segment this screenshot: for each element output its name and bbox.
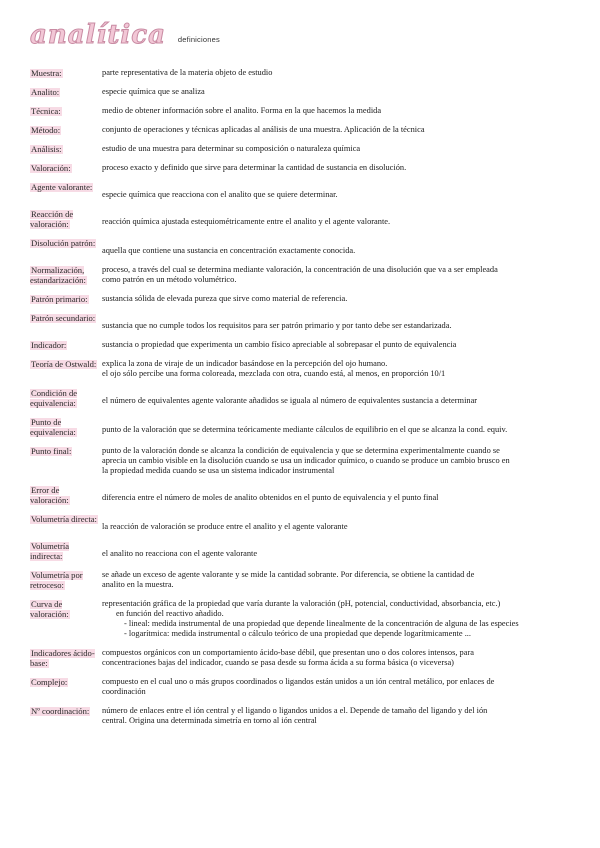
definition-term: Error de valoración: (30, 485, 69, 505)
definition-entry (30, 570, 575, 590)
definition-term: Técnica: (31, 106, 61, 116)
definition-entry (30, 209, 575, 229)
page-subtitle: definiciones (177, 35, 220, 44)
definition-text: diferencia entre el número de moles de analito obtenidos en el punto de equivalencia y el punto final (102, 493, 439, 502)
definitions-list (30, 68, 575, 735)
definition-entry (30, 144, 575, 154)
definition-entry (30, 359, 575, 379)
definition-text: punto de la valoración que se determina teóricamente mediante cálculos de equilibrio en el que se alcanza la cond. equiv. (102, 425, 508, 434)
definition-term: Curva de valoración: (30, 599, 69, 619)
definition-text: aquella que contiene una sustancia en concentración exactamente conocida. (102, 246, 356, 255)
definition-text: sustancia o propiedad que experimenta un cambio físico apreciable al sobrepasar el punto de equivalencia (102, 340, 457, 349)
definition-text: parte representativa de la materia objeto de estudio (102, 68, 273, 77)
definition-term: Valoración: (31, 163, 71, 173)
definition-entry (30, 294, 575, 304)
definition-term: Complejo: (31, 677, 68, 687)
definition-text: compuestos orgánicos con un comportamiento ácido-base débil, que presentan uno o dos colores intensos, para concentraciones bajas del indicador, cuando se pasa desde su forma ácida a su forma básica (o viceversa) (102, 648, 474, 667)
definition-entry (30, 599, 575, 639)
definition-entry (30, 125, 575, 135)
definition-term: Punto final: (31, 446, 72, 456)
definition-text: sustancia sólida de elevada pureza que sirve como material de referencia. (102, 294, 348, 303)
definition-term: Disolución patrón: (31, 238, 96, 248)
definition-entry (30, 541, 575, 561)
definition-text: especie química que reacciona con el analito que se quiere determinar. (102, 190, 338, 199)
definition-term: Patrón primario: (31, 294, 88, 304)
definition-text: la reacción de valoración se produce entre el analito y el agente valorante (102, 522, 348, 531)
definition-term: Indicadores ácido-base: (30, 648, 95, 668)
definition-term: Método: (31, 125, 61, 135)
definition-term: Condición de equivalencia: (30, 388, 78, 408)
definition-text: especie química que se analiza (102, 87, 205, 96)
definition-entry (30, 87, 575, 97)
definition-text: se añade un exceso de agente valorante y se mide la cantidad sobrante. Por diferencia, se obtiene la cantidad de analito en la muestra. (102, 570, 475, 589)
definition-entry (30, 485, 575, 505)
definition-text: proceso exacto y definido que sirve para determinar la cantidad de sustancia en disolución. (102, 163, 407, 172)
definition-entry (30, 417, 575, 437)
definition-text: número de enlaces entre el ión central y el ligando o ligandos unidos a el. Depende de tamaño del ligando y del ión central. Origina una determinada simetría en torno al ión central (102, 706, 488, 725)
definition-term: Muestra: (31, 68, 62, 78)
definition-entry (30, 706, 575, 726)
definition-text: el analito no reacciona con el agente valorante (102, 549, 258, 558)
definition-text: compuesto en el cual uno o más grupos coordinados o ligandos están unidos a un ión central metálico, por enlaces de coordinación (102, 677, 495, 696)
definition-entry (30, 238, 575, 256)
definition-entry (30, 68, 575, 78)
definition-term: Volumetría por retroceso: (30, 570, 83, 590)
definition-text: proceso, a través del cual se determina mediante valoración, la concentración de una disolución que va a ser empleada como patrón en un método volumétrico. (102, 265, 498, 284)
definition-term: Volumetría indirecta: (30, 541, 70, 561)
definition-term: Patrón secundario: (31, 313, 96, 323)
definition-term: Analito: (31, 87, 60, 97)
definition-text: sustancia que no cumple todos los requisitos para ser patrón primario y por tanto debe ser estandarizada. (102, 321, 452, 330)
definition-entry (30, 446, 575, 476)
definition-text: el número de equivalentes agente valorante añadidos se iguala al número de equivalentes sustancia a determinar (102, 396, 478, 405)
definition-term: Indicador: (31, 340, 67, 350)
definition-term: Volumetría directa: (31, 514, 97, 524)
definition-term: Análisis: (31, 144, 62, 154)
definition-term: Agente valorante: (31, 182, 93, 192)
definition-text: medio de obtener información sobre el analito. Forma en la que hacemos la medida (102, 106, 382, 115)
definition-text: estudio de una muestra para determinar su composición o naturaleza química (102, 144, 361, 153)
definition-text: punto de la valoración donde se alcanza la condición de equivalencia y que se determina experimentalmente cuando se aprecia un cambio visible en la disolución cuando se usa un indicador químico, o cuando se produce un cambio brusco en la propiedad medida cuando se usa un sistema indicador instrumental (102, 446, 510, 475)
definition-entry (30, 388, 575, 408)
definition-term: Nº coordinación: (31, 706, 90, 716)
definition-text: conjunto de operaciones y técnicas aplicadas al análisis de una muestra. Aplicación de la técnica (102, 125, 425, 134)
definition-term: Punto de equivalencia: (30, 417, 76, 437)
definition-entry (30, 648, 575, 668)
definition-entry (30, 340, 575, 350)
definition-term: Normalización, estandarización: (30, 265, 86, 285)
definition-entry (30, 163, 575, 173)
definition-entry (30, 677, 575, 697)
definition-term: Reacción de valoración: (30, 209, 74, 229)
definition-entry (30, 514, 575, 532)
definition-entry (30, 106, 575, 116)
page-header (30, 22, 220, 48)
definition-term: Teoría de Ostwald: (31, 359, 97, 369)
definition-entry (30, 265, 575, 285)
definition-entry (30, 313, 575, 331)
definition-entry (30, 182, 575, 200)
page-title: analítica (30, 20, 166, 50)
definition-text: explica la zona de viraje de un indicador basándose en la percepción del ojo humano. el ojo sólo percibe una forma coloreada, mezclada con otra, cuando está, al menos, en proporción 10/1 (102, 359, 446, 378)
definition-text: representación gráfica de la propiedad que varía durante la valoración (pH, potencial, conductividad, absorbancia, etc.) en función del reactivo añadido. - lineal: medida instrumental de una propiedad que depende linealmente de la concentración de alguna de las especies - logarítmica: medida instrumental o cálculo teórico de una propiedad que depende logarítmicamente ... (102, 599, 519, 638)
definition-text: reacción química ajustada estequiométricamente entre el analito y el agente valorante. (102, 217, 391, 226)
